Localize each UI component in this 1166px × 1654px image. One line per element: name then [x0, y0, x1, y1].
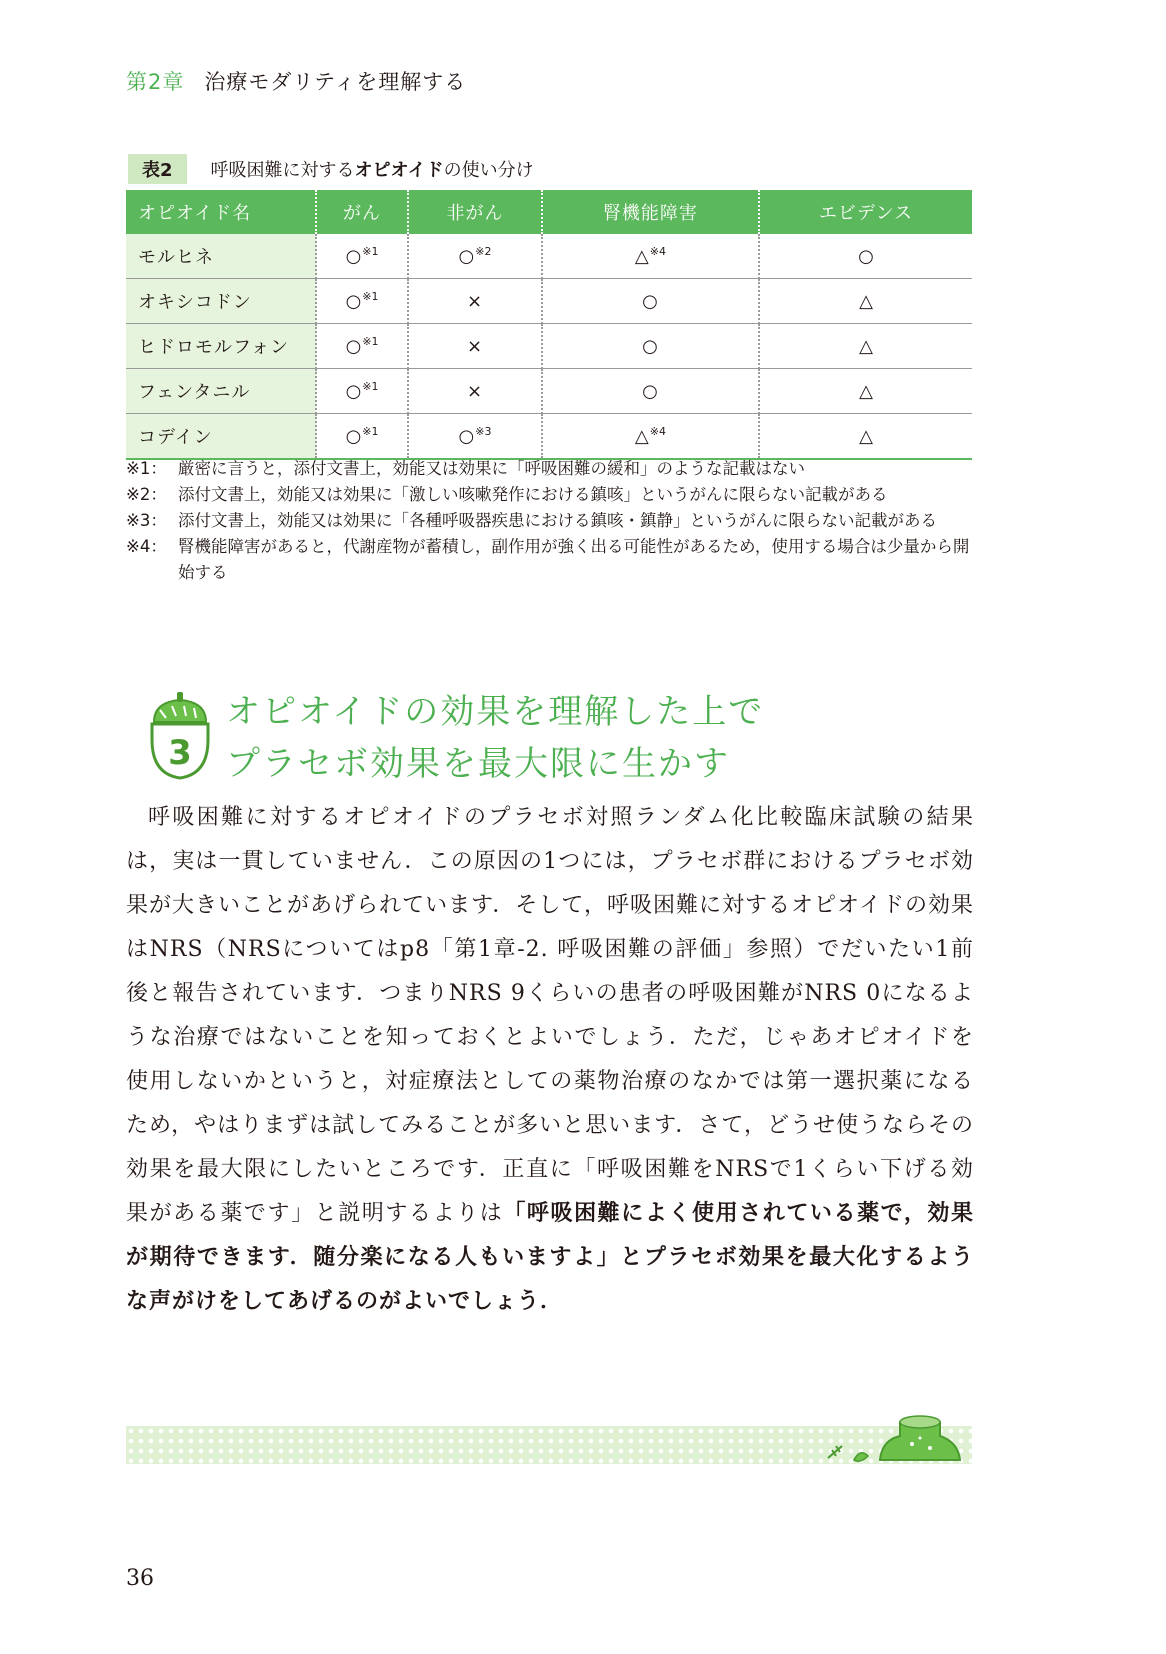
cell-name — [126, 414, 316, 460]
section-title-line2: プラセボ効果を最大限に生かす — [226, 744, 730, 784]
acorn-icon — [140, 686, 220, 782]
note-3 — [126, 508, 976, 534]
cell-cancer — [316, 324, 408, 369]
cell-name-value: モルヒネ — [138, 247, 214, 268]
cell-noncancer — [408, 324, 542, 369]
note-1 — [126, 456, 976, 482]
cell-cancer-note: ※1 — [362, 335, 379, 348]
cell-cancer — [316, 369, 408, 414]
cell-name-value: コデイン — [138, 427, 213, 448]
chapter-title: 治療モダリティを理解する — [204, 70, 467, 94]
cell-cancer — [316, 414, 408, 460]
note-mark: ※1： — [126, 459, 167, 478]
note-text: 添付文書上，効能又は効果に「激しい咳嗽発作における鎮咳」というがんに限らない記載がある — [178, 485, 888, 504]
section-title — [226, 686, 764, 790]
cell-renal-value: △ — [634, 426, 649, 447]
cell-noncancer-value: × — [466, 381, 483, 402]
header-evidence: エビデンス — [759, 190, 972, 234]
opioid-table — [126, 190, 972, 460]
body-text-regular: 呼吸困難に対するオピオイドのプラセボ対照ランダム化比較臨床試験の結果は，実は一貫していません．この原因の1つには，プラセボ群におけるプラセボ効果が大きいことがあげられています．そして，呼吸困難に対するオピオイドの効果はNRS（NRSについてはp8「第1章-2. 呼吸困難の評価」参照）でだいたい1前後と報告されています．つまりNRS 9くらいの患者の呼吸困難がNRS 0になるような治療ではないことを知っておくとよいでしょう．ただ，じゃあオピオイドを使用しないかというと，対症療法としての薬物治療のなかでは第一選択薬になるため，やはりまずは試してみることが多いと思います．さて，どうせ使うならその効果を最大限にしたいところです．正直に「呼吸困難をNRSで1くらい下げる効果がある薬です」と説明するよりは — [126, 805, 974, 1226]
cell-cancer-value: ○ — [345, 381, 362, 402]
cell-renal — [542, 279, 759, 324]
chapter-label: 第2章 — [126, 70, 185, 94]
note-mark: ※4： — [126, 537, 167, 556]
cell-cancer-value: ○ — [345, 336, 362, 357]
cell-cancer-value: ○ — [345, 246, 362, 267]
cell-name — [126, 369, 316, 414]
cell-noncancer — [408, 279, 542, 324]
cell-evidence-value: △ — [859, 335, 873, 357]
cell-name — [126, 324, 316, 369]
cell-evidence — [759, 234, 972, 279]
cell-evidence — [759, 279, 972, 324]
cell-noncancer-value: ○ — [458, 246, 475, 267]
note-mark: ※3： — [126, 511, 167, 530]
cell-renal — [542, 414, 759, 460]
cell-evidence-value: ○ — [858, 245, 874, 267]
table-caption — [128, 154, 534, 184]
cell-cancer — [316, 234, 408, 279]
cell-noncancer — [408, 369, 542, 414]
cell-renal — [542, 369, 759, 414]
header-name: オピオイド名 — [126, 190, 316, 234]
cell-evidence-value: △ — [859, 425, 873, 447]
section-title-line1: オピオイドの効果を理解した上で — [226, 692, 765, 732]
note-text: 厳密に言うと，添付文書上，効能又は効果に「呼吸困難の緩和」のような記載はない — [178, 459, 805, 478]
section-number: 3 — [168, 733, 192, 773]
cell-cancer-note: ※1 — [362, 290, 379, 303]
cell-evidence-value: △ — [859, 290, 873, 312]
cell-noncancer-value: × — [466, 291, 483, 312]
cell-renal-note: ※4 — [649, 425, 666, 438]
cell-renal-value: ○ — [642, 291, 658, 312]
cell-cancer-value: ○ — [345, 291, 362, 312]
table-label: 表2 — [128, 154, 187, 184]
table-row — [126, 324, 972, 369]
cell-noncancer — [408, 234, 542, 279]
cell-name — [126, 234, 316, 279]
table-header-row — [126, 190, 972, 234]
section-heading — [140, 686, 980, 786]
tree-stump-icon — [820, 1400, 980, 1470]
note-mark: ※2： — [126, 485, 167, 504]
cell-name-value: オキシコドン — [138, 292, 252, 313]
cell-cancer-note: ※1 — [362, 380, 379, 393]
page-number: 36 — [126, 1566, 154, 1591]
header-renal: 腎機能障害 — [542, 190, 759, 234]
cell-evidence-value: △ — [859, 380, 873, 402]
body-paragraph — [126, 796, 974, 1324]
cell-cancer-note: ※1 — [362, 425, 379, 438]
cell-cancer-value: ○ — [345, 426, 362, 447]
table-row — [126, 234, 972, 279]
cell-evidence — [759, 369, 972, 414]
cell-name — [126, 279, 316, 324]
cell-renal — [542, 234, 759, 279]
table-row — [126, 279, 972, 324]
cell-evidence — [759, 324, 972, 369]
cell-cancer-note: ※1 — [362, 245, 379, 258]
cell-noncancer-note: ※2 — [475, 245, 492, 258]
cell-name-value: ヒドロモルフォン — [138, 337, 290, 358]
table-row — [126, 369, 972, 414]
cell-noncancer-value: ○ — [458, 426, 475, 447]
note-text: 腎機能障害があると，代謝産物が蓄積し，副作用が強く出る可能性があるため，使用する場合は少量から開始する — [178, 537, 970, 582]
running-head — [126, 66, 466, 96]
header-noncancer: 非がん — [408, 190, 542, 234]
body-text-bold: 「呼吸困難によく使用されている薬で，効果が期待できます．随分楽になる人もいますよ」とプラセボ効果を最大化するような声がけをしてあげるのがよいでしょう． — [126, 1201, 974, 1314]
caption-pre: 呼吸困難に対する — [210, 160, 355, 181]
header-cancer: がん — [316, 190, 408, 234]
cell-cancer — [316, 279, 408, 324]
cell-renal-note: ※4 — [649, 245, 666, 258]
note-text: 添付文書上，効能又は効果に「各種呼吸器疾患における鎮咳・鎮静」というがんに限らない記載がある — [178, 511, 937, 530]
caption-bold: オピオイド — [354, 160, 444, 181]
cell-noncancer-note: ※3 — [475, 425, 492, 438]
table-row — [126, 414, 972, 460]
caption-post: の使い分け — [443, 160, 534, 181]
cell-evidence — [759, 414, 972, 460]
note-4 — [126, 534, 976, 586]
cell-renal-value: ○ — [642, 336, 658, 357]
table-notes — [126, 456, 976, 586]
cell-renal — [542, 324, 759, 369]
cell-renal-value: △ — [634, 246, 649, 267]
cell-noncancer-value: × — [466, 336, 483, 357]
cell-noncancer — [408, 414, 542, 460]
cell-name-value: フェンタニル — [138, 382, 251, 403]
note-2 — [126, 482, 976, 508]
cell-renal-value: ○ — [642, 381, 658, 402]
